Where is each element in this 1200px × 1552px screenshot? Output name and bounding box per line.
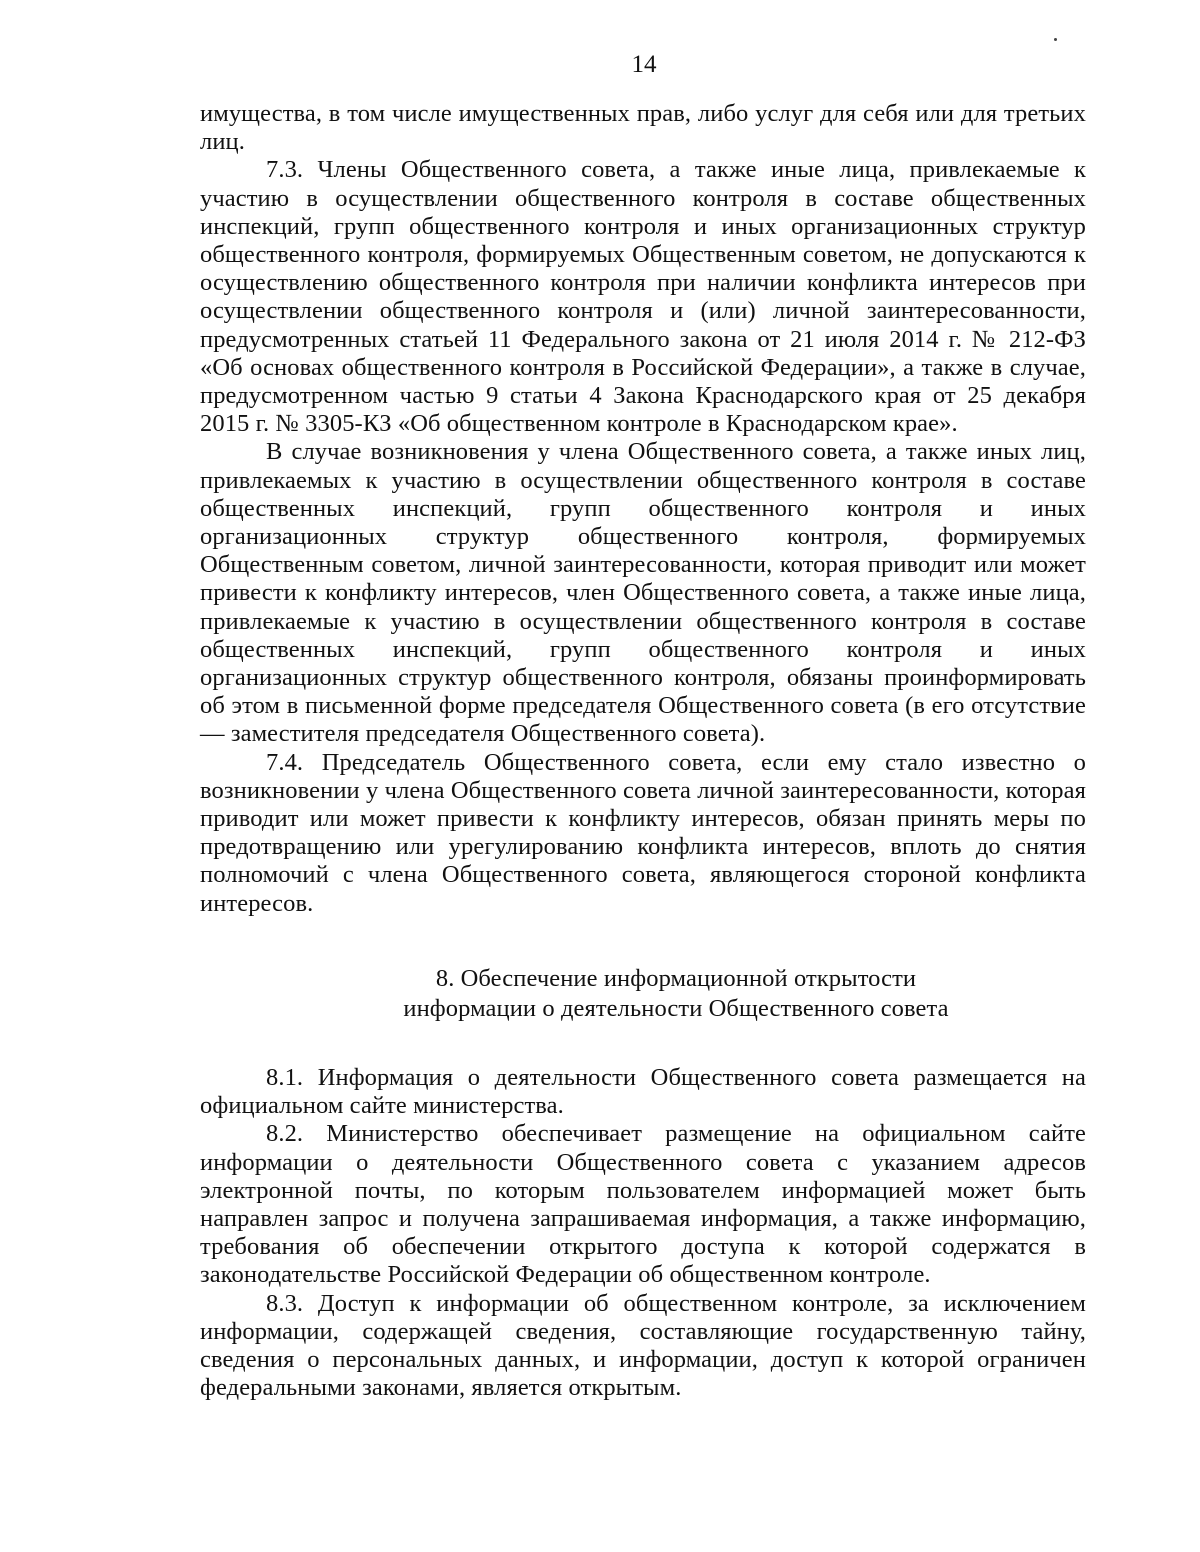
document-body <box>200 100 1086 1402</box>
paragraph-7-3: 7.3. Члены Общественного совета, а также иные лица, привлекаемые к участию в осуществлении общественного контроля в составе общественных инспекций, групп общественного контроля и иных организационных структур общественного контроля, формируемых Общественным советом, не допускаются к осуществлению общественного контроля при наличии конфликта интересов при осуществлении общественного контроля и (или) личной заинтересованности, предусмотренных статьей 11 Федерального закона от 21 июля 2014 г. № 212-ФЗ «Об основах общественного контроля в Российской Федерации», а также в случае, предусмотренном частью 9 статьи 4 Закона Краснодарского края от 25 декабря 2015 г. № 3305-КЗ «Об общественном контроле в Краснодарском крае». <box>200 156 1086 438</box>
paragraph-8-3: 8.3. Доступ к информации об общественном контроле, за исключением информации, содержащей сведения, составляющие государственную тайну, сведения о персональных данных, и информации, доступ к которой ограничен федеральными законами, является открытым. <box>200 1289 1086 1402</box>
section-heading <box>200 964 1086 1024</box>
paragraph-conflict-of-interest: В случае возникновения у члена Общественного совета, а также иных лиц, привлекаемых к участию в осуществлении общественного контроля в составе общественных инспекций, групп общественного контроля и иных организационных структур общественного контроля, формируемых Общественным советом, личной заинтересованности, которая приводит или может привести к конфликту интересов, член Общественного совета, а также иные лица, привлекаемые к участию в осуществлении общественного контроля в составе общественных инспекций, групп общественного контроля и иных организационных структур общественного контроля, обязаны проинформировать об этом в письменной форме председателя Общественного совета (в его отсутствие — заместителя председателя Общественного совета). <box>200 438 1086 748</box>
paragraph-8-2: 8.2. Министерство обеспечивает размещение на официальном сайте информации о деятельности Общественного совета с указанием адресов электронной почты, по которым пользователем информацией может быть направлен запрос и получена запрашиваемая информация, а также информацию, требования об обеспечении открытого доступа к которой содержатся в законодательстве Российской Федерации об общественном контроле. <box>200 1120 1086 1289</box>
section-heading-line-2: информации о деятельности Общественного совета <box>403 994 949 1022</box>
section-heading-line-1: 8. Обеспечение информационной открытости <box>435 964 917 992</box>
page-number: 14 <box>631 51 657 78</box>
paragraph-7-4: 7.4. Председатель Общественного совета, если ему стало известно о возникновении у члена Общественного совета личной заинтересованности, которая приводит или может привести к конфликту интересов, обязан принять меры по предотвращению или урегулированию конфликта интересов, вплоть до снятия полномочий с члена Общественного совета, являющегося стороной конфликта интересов. <box>200 748 1086 917</box>
paragraph-continuation: имущества, в том числе имущественных прав, либо услуг для себя или для третьих лиц. <box>200 100 1086 156</box>
paragraph-8-1: 8.1. Информация о деятельности Общественного совета размещается на официальном сайте министерства. <box>200 1063 1086 1120</box>
scan-speck <box>1054 38 1057 41</box>
